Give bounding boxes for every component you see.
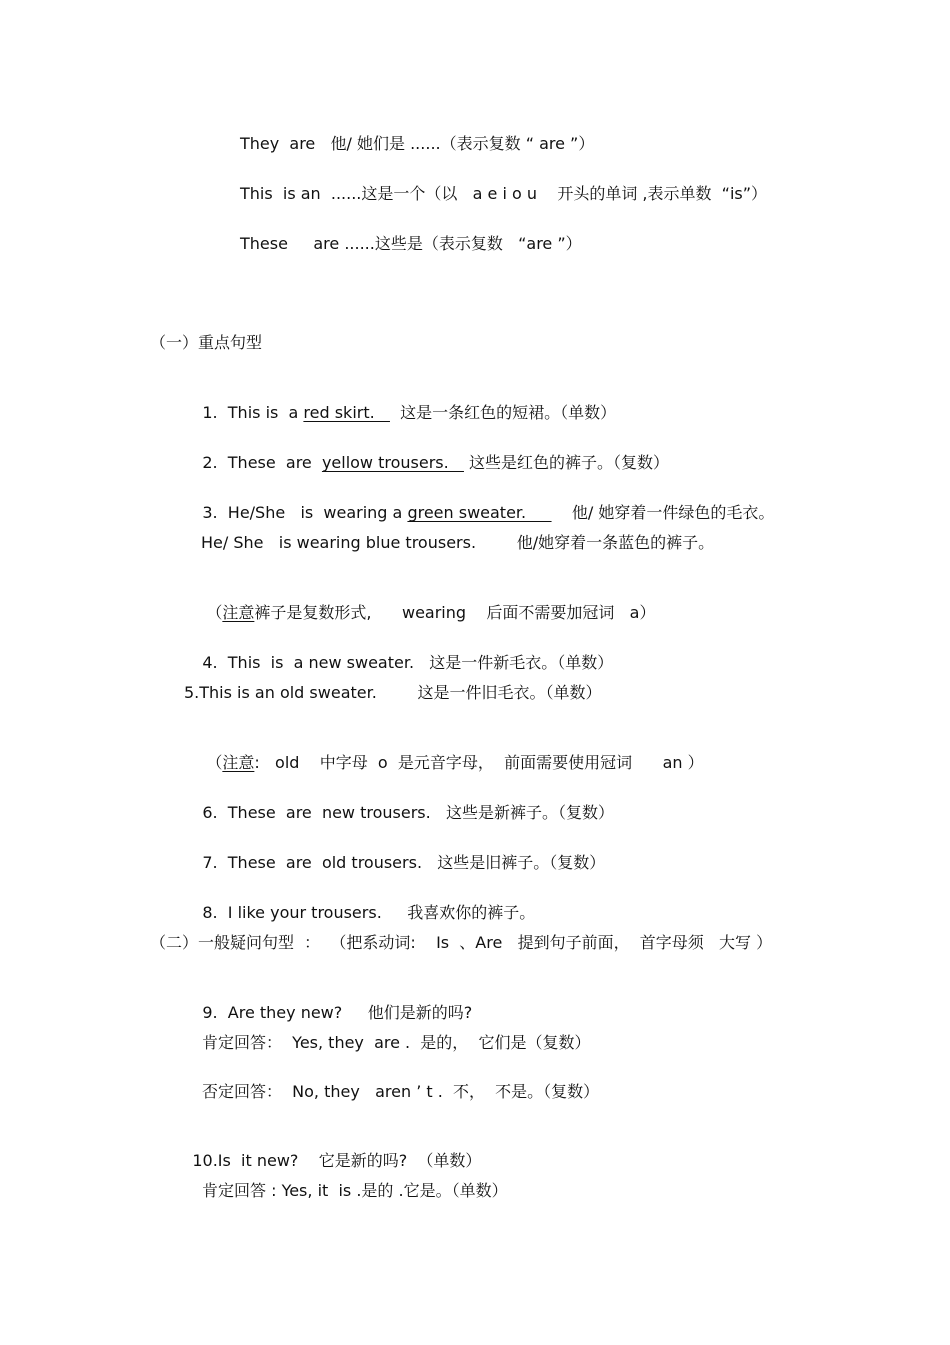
sentence-translation: 他/ 她穿着一件绿色的毛衣。 <box>551 503 775 522</box>
note-text: 裤子是复数形式, wearing 后面不需要加冠词 a） <box>254 603 656 622</box>
sentence-text: These are new trousers. 这些是新裤子。（复数） <box>227 803 614 822</box>
sentence-number: 1. <box>202 403 218 422</box>
sentence-number: 2. <box>202 453 218 472</box>
intro-line-these-are: These are ......这些是（表示复数 “are ”） <box>240 234 582 253</box>
sentence-number: 8. <box>202 903 218 922</box>
sentence-text: This is a <box>227 403 304 422</box>
sentence-text: I like your trousers. 我喜欢你的裤子。 <box>227 903 536 922</box>
note-trousers-plural: （注意裤子是复数形式, wearing 后面不需要加冠词 a） <box>206 603 656 622</box>
sentence-text: He/She is wearing a <box>227 503 408 522</box>
underlined-phrase: yellow trousers. <box>321 453 464 472</box>
note-text: : old 中字母 o 是元音字母， 前面需要使用冠词 an ） <box>254 753 704 772</box>
answer-positive-10: 肯定回答 : Yes, it is .是的 .它是。（单数） <box>202 1181 508 1200</box>
sentence-number: 7. <box>202 853 218 872</box>
sentence-number: 4. <box>202 653 218 672</box>
answer-negative-9: 否定回答： No, they aren ’ t . 不， 不是。（复数） <box>202 1082 600 1101</box>
note-label: 注意 <box>222 753 255 772</box>
sentence-8 <box>182 883 536 922</box>
intro-line-they-are: They are 他/ 她们是 ......（表示复数 “ are ”） <box>240 134 595 153</box>
sentence-text: These are <box>227 453 322 472</box>
sentence-1 <box>182 383 617 422</box>
section-heading-yes-no-questions: （二）一般疑问句型 ： （把系动词: Is 、Are 提到句子前面， 首字母须 大写 ） <box>150 933 773 952</box>
sentence-9 <box>182 983 473 1022</box>
sentence-7 <box>182 833 606 872</box>
sentence-text: This is a new sweater. 这是一件新毛衣。（单数） <box>227 653 614 672</box>
sentence-translation: 这些是红色的裤子。（复数） <box>463 453 670 472</box>
note-old-vowel: （注意: old 中字母 o 是元音字母， 前面需要使用冠词 an ） <box>206 753 704 772</box>
intro-line-this-is-an: This is an ......这是一个（以 a e i o u 开头的单词 ,表示单数 “is”） <box>240 184 768 203</box>
sentence-3b: He/ She is wearing blue trousers. 他/她穿着一条蓝色的裤子。 <box>201 533 715 552</box>
sentence-6 <box>182 783 614 822</box>
sentence-number: 3. <box>202 503 218 522</box>
sentence-5: 5.This is an old sweater. 这是一件旧毛衣。（单数） <box>184 683 602 702</box>
sentence-text: Is it new? 它是新的吗? （单数） <box>217 1151 482 1170</box>
sentence-2 <box>182 433 670 472</box>
underlined-phrase: green sweater. <box>407 503 552 522</box>
sentence-text: Are they new? 他们是新的吗? <box>227 1003 473 1022</box>
sentence-number: 9. <box>202 1003 218 1022</box>
sentence-number: 6. <box>202 803 218 822</box>
sentence-4 <box>182 633 614 672</box>
sentence-translation: 这是一条红色的短裙。（单数） <box>389 403 617 422</box>
sentence-text: These are old trousers. 这些是旧裤子。（复数） <box>227 853 606 872</box>
note-label: 注意 <box>222 603 255 622</box>
sentence-number: 10. <box>192 1151 218 1170</box>
underlined-phrase: red skirt. <box>303 403 390 422</box>
answer-positive-9: 肯定回答： Yes, they are . 是的， 它们是（复数） <box>202 1033 591 1052</box>
sentence-10 <box>172 1131 482 1170</box>
section-heading-key-sentences: （一）重点句型 <box>150 333 263 352</box>
sentence-3 <box>182 483 775 522</box>
